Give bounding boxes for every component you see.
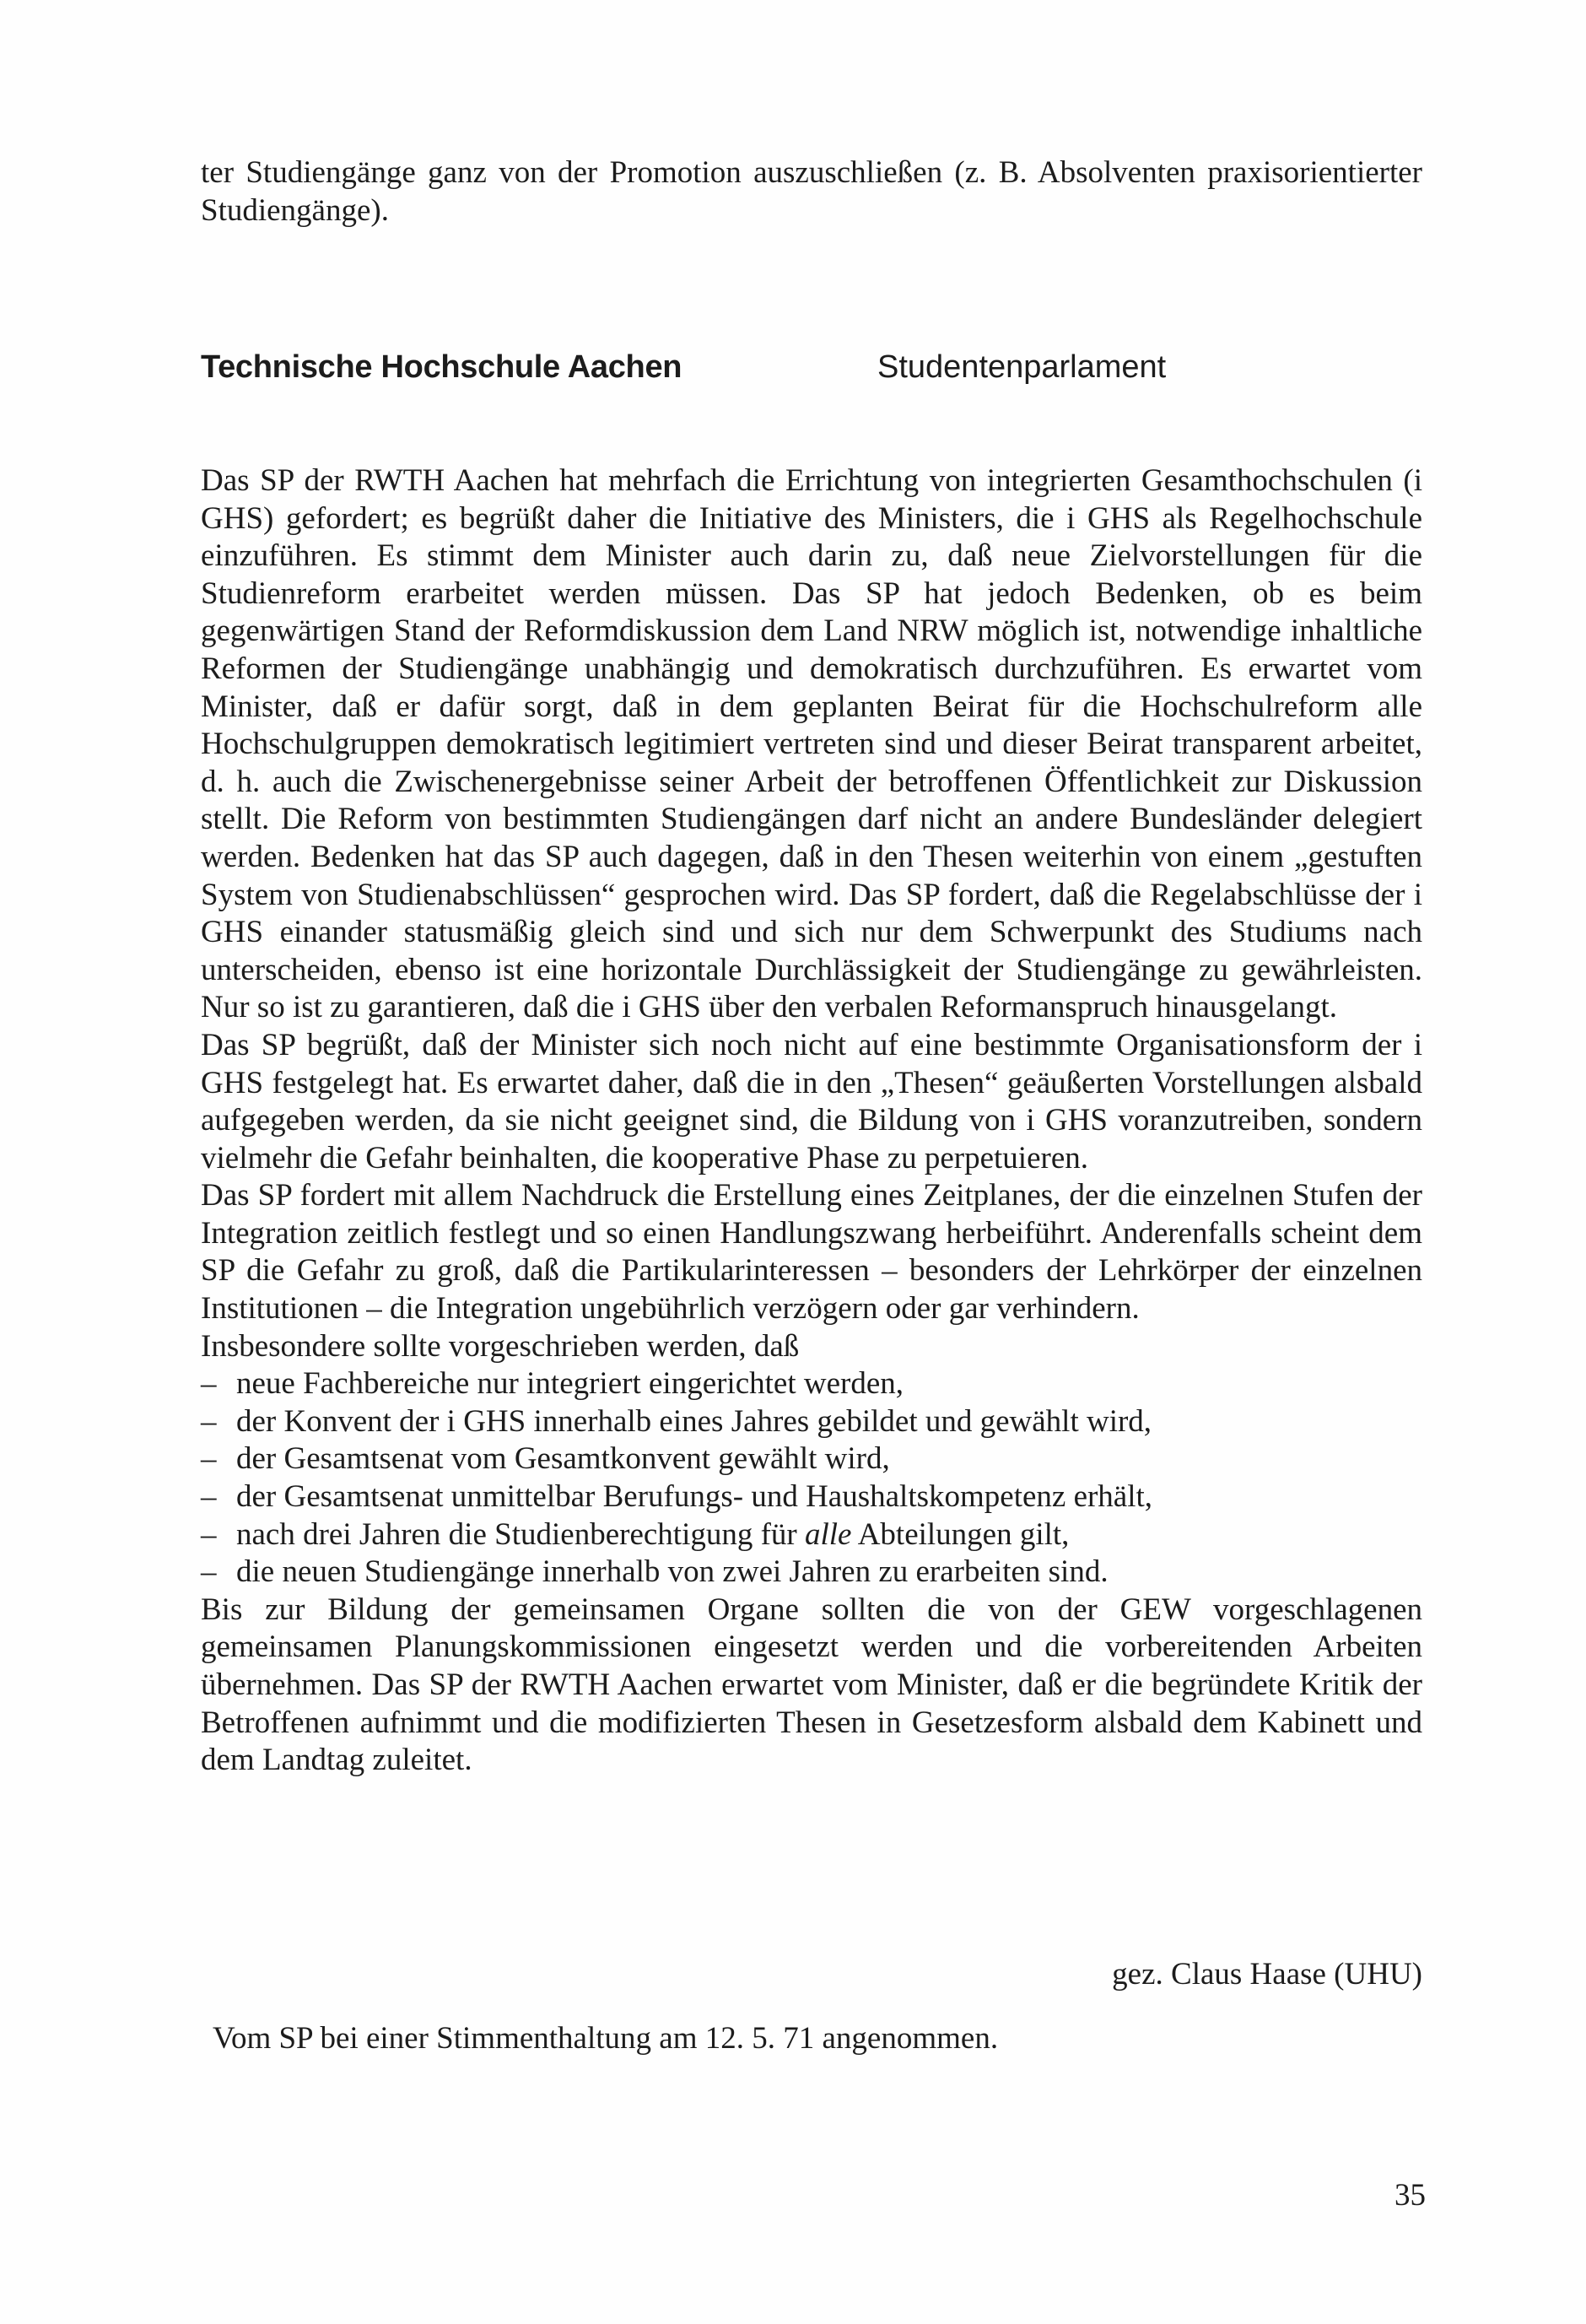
dash-bullet: – — [201, 1516, 217, 1552]
list-item — [201, 1478, 1422, 1516]
intro-paragraph: ter Studiengänge ganz von der Promotion auszuschließen (z. B. Absolventen praxisorientierter Studiengänge). — [201, 155, 1422, 228]
list-item-text: Abteilungen gilt, — [851, 1516, 1070, 1552]
signature: gez. Claus Haase (UHU) — [1112, 1957, 1422, 1992]
list-item-text: neue Fachbereiche nur integriert eingerichtet werden, — [236, 1366, 904, 1402]
list-intro: Insbesondere sollte vorgeschrieben werden, daß — [201, 1328, 800, 1364]
statement-paragraph-4: Bis zur Bildung der gemeinsamen Organe sollten die von der GEW vorgeschlagenen gemeinsamen Planungskommissionen eingesetzt werden und die vorbereitenden Arbeiten übernehmen. Das SP der RWTH Aachen erwartet vom Minister, daß er die begründete Kritik der Betroffenen aufnimmt und die modifizierten Thesen in Gesetzesform alsbald dem Kabinett und dem Landtag zuleitet. — [201, 1592, 1422, 1778]
list-item-text: der Gesamtsenat vom Gesamtkonvent gewählt wird, — [236, 1441, 890, 1477]
dash-bullet: – — [201, 1554, 217, 1590]
dash-bullet: – — [201, 1441, 217, 1477]
statement-paragraph-1: Das SP der RWTH Aachen hat mehrfach die Errichtung von integrierten Gesamthochschulen (i GHS) gefordert; es begrüßt daher die Initiative des Ministers, die i GHS als Regelhochschule einzuführen. Es stimmt dem Minister auch darin zu, daß neue Zielvorstellungen für die Studienreform erarbeitet werden müssen. Das SP hat jedoch Bedenken, ob es beim gegenwärtigen Stand der Reformdiskussion dem Land NRW möglich ist, notwendige inhaltliche Reformen der Studiengänge unabhängig und demokratisch durchzuführen. Es erwartet vom Minister, daß er dafür sorgt, daß in dem geplanten Beirat für die Hochschulreform alle Hochschulgruppen demokratisch legitimiert vertreten sind und dieser Beirat transparent arbeitet, d. h. auch die Zwischenergebnisse seiner Arbeit der betroffenen Öffentlichkeit zur Diskussion stellt. Die Reform von bestimmten Studiengängen darf nicht an andere Bundesländer delegiert werden. Bedenken hat das SP auch dagegen, daß in den Thesen weiterhin von einem „gestuften System von Studienabschlüssen“ gesprochen wird. Das SP fordert, daß die Regelabschlüsse der i GHS einander statusmäßig gleich sind und sich nur dem Schwerpunkt des Studiums nach unterscheiden, ebenso ist eine horizontale Durchlässigkeit der Studiengänge zu gewährleisten. Nur so ist zu garantieren, daß die i GHS über den verbalen Reformanspruch hinausgelangt. — [201, 463, 1422, 1025]
list-item — [201, 1403, 1422, 1441]
list-item-text: die neuen Studiengänge innerhalb von zwei Jahren zu erarbeiten sind. — [236, 1554, 1109, 1590]
demands-list — [201, 1365, 1422, 1592]
list-item — [201, 1365, 1422, 1403]
dash-bullet: – — [201, 1403, 217, 1439]
list-item-text: der Gesamtsenat unmittelbar Berufungs- und Haushaltskompetenz erhält, — [236, 1479, 1153, 1515]
list-item-text: nach drei Jahren die Studienberechtigung für — [236, 1516, 805, 1552]
statement-paragraph-3: Das SP fordert mit allem Nachdruck die Erstellung eines Zeitplanes, der die einzelnen Stufen der Integration zeitlich festlegt und so einen Handlungszwang herbeiführt. Anderenfalls scheint dem SP die Gefahr zu groß, daß die Partikularinteressen – besonders der Lehrkörper der einzelnen Institutionen – die Integration ungebührlich verzögern oder gar verhindern. — [201, 1178, 1422, 1327]
list-item-text: der Konvent der i GHS innerhalb eines Jahres gebildet und gewählt wird, — [236, 1403, 1152, 1439]
list-item — [201, 1440, 1422, 1478]
page-number: 35 — [1394, 2178, 1426, 2213]
institution-heading: Technische Hochschule Aachen — [201, 349, 682, 385]
list-item — [201, 1554, 1422, 1592]
dash-bullet: – — [201, 1366, 217, 1402]
statement-paragraph-2: Das SP begrüßt, daß der Minister sich noch nicht auf eine bestimmte Organisationsform der i GHS festgelegt hat. Es erwartet daher, daß die in den „Thesen“ geäußerten Vorstellungen alsbald aufgegeben werden, da sie nicht geeignet sind, die Bildung von i GHS voranzutreiben, sondern vielmehr die Gefahr beinhalten, die kooperative Phase zu perpetuieren. — [201, 1027, 1422, 1176]
dash-bullet: – — [201, 1479, 217, 1515]
list-item — [201, 1516, 1422, 1554]
statement-body — [201, 462, 1422, 1780]
adoption-note: Vom SP bei einer Stimmenthaltung am 12. 5. 71 angenommen. — [213, 2021, 999, 2056]
body-heading: Studentenparlament — [877, 349, 1167, 385]
list-item-emphasis: alle — [805, 1516, 852, 1552]
